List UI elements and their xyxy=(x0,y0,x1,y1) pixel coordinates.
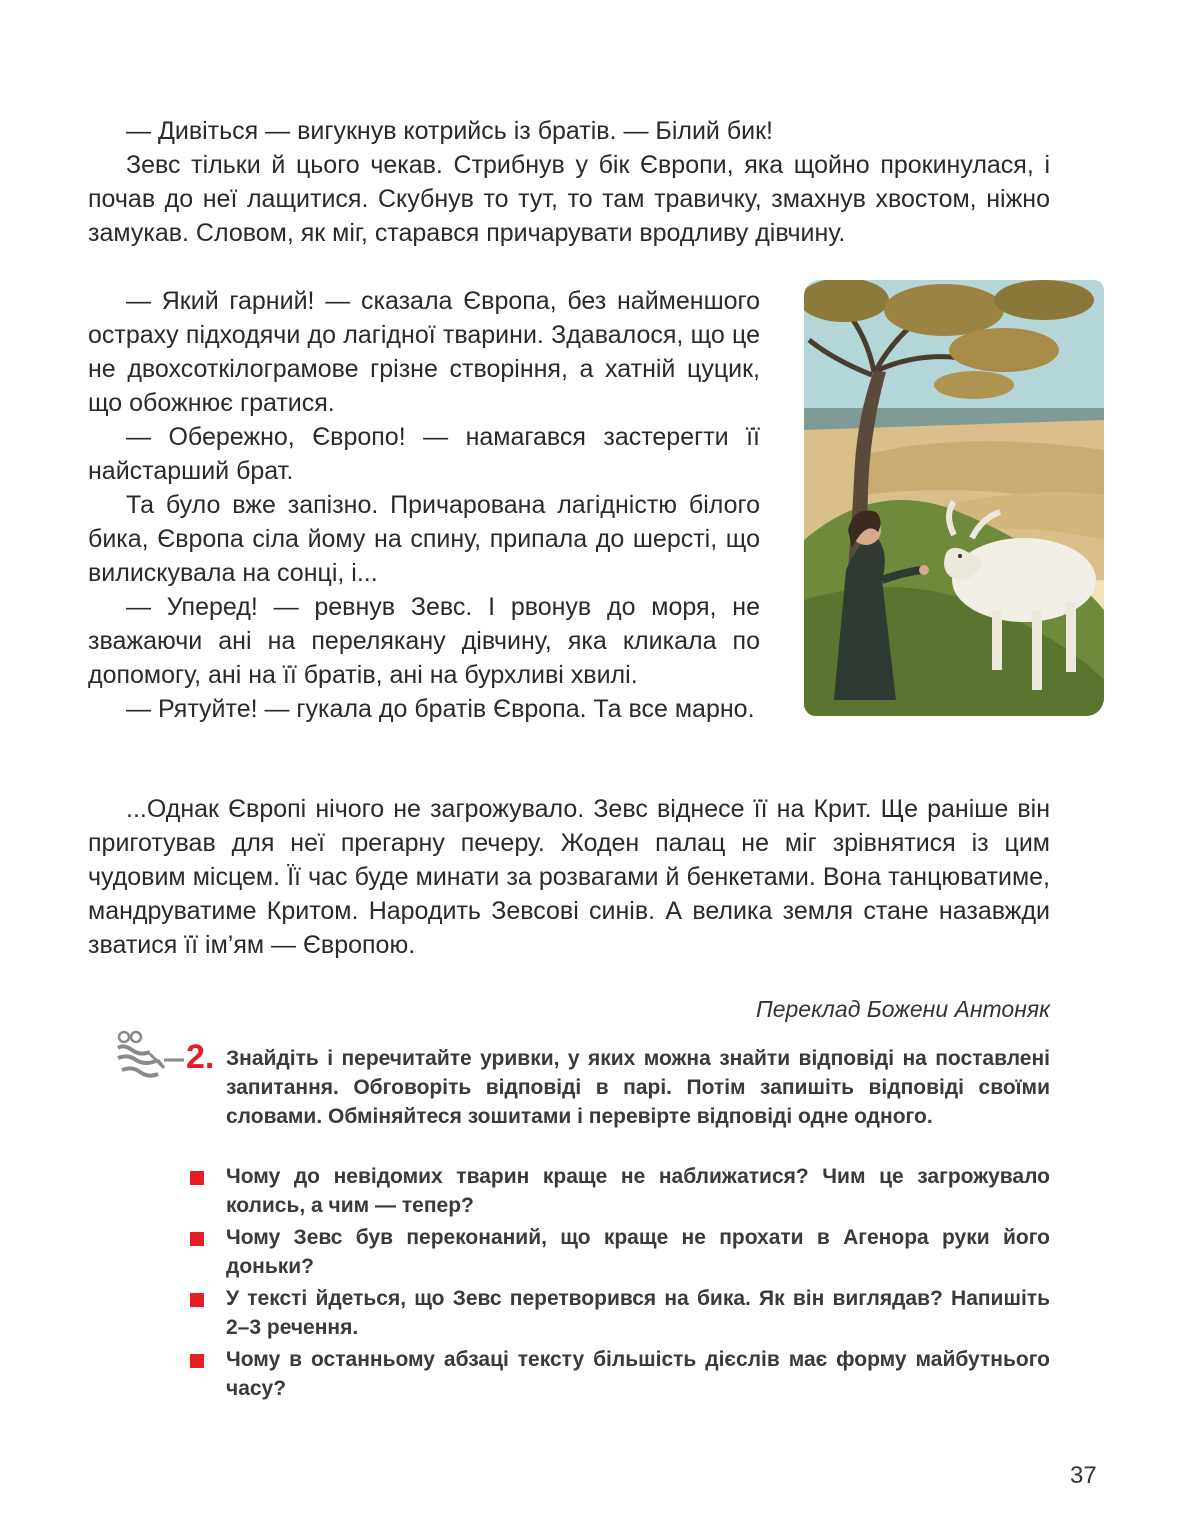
translation-credit: Переклад Божени Антоняк xyxy=(756,996,1050,1022)
story-paragraph: Зевс тільки й цього чекав. Стрибнув у бік Європи, яка щойно прокинулася, і почав до неї лащитися. Скубнув то тут, то там травичку, змахнув хвостом, ніжно замукав. Словом, як міг, старався причарувати вродливу дівчину. xyxy=(88,151,1050,247)
question-text: Чому Зевс був переконаний, що краще не прохати в Агенора руки його доньки? xyxy=(226,1226,1050,1278)
story-paragraph: — Уперед! — ревнув Зевс. І рвонув до моря, не зважаючи ані на перелякану дівчину, яка кликала по допомогу, ані на її братів, ані на бурхливі хвилі. xyxy=(88,593,760,689)
story-middle xyxy=(88,284,760,726)
list-item xyxy=(188,1284,1050,1342)
red-square-bullet-icon xyxy=(190,1293,204,1307)
question-text: Чому в останньому абзаці тексту більшість дієслів має форму майбутнього часу? xyxy=(226,1348,1050,1400)
task-number: 2. xyxy=(186,1038,215,1076)
list-item xyxy=(188,1162,1050,1220)
story-paragraph: Та було вже запізно. Причарована лагідністю білого бика, Європа сіла йому на спину, припала до шерсті, що вилискувала на сонці, і... xyxy=(88,491,760,587)
question-list xyxy=(188,1162,1050,1406)
story-paragraph: — Який гарний! — сказала Європа, без найменшого остраху підходячи до лагідної тварини. Здавалося, що це не двохсоткілограмове грізне створіння, а хатній цуцик, що обожнює гратися. xyxy=(88,287,760,417)
story-paragraph: ...Однак Європі нічого не загрожувало. Зевс віднесе її на Крит. Ще раніше він приготував для неї прегарну печеру. Жоден палац не міг зрівнятися із цим чудовим місцем. Її час буде минати за розвагами й бенкетами. Вона танцюватиме, мандруватиме Критом. Народить Зевсові синів. А велика земля стане назавжди зватися її ім’ям — Європою. xyxy=(88,795,1050,959)
red-square-bullet-icon xyxy=(190,1354,204,1368)
page-number: 37 xyxy=(1070,1462,1097,1489)
story-bottom xyxy=(88,792,1050,962)
list-item xyxy=(188,1223,1050,1281)
story-paragraph: — Рятуйте! — гукала до братів Європа. Та все марно. xyxy=(126,695,755,723)
story-top xyxy=(88,114,1050,250)
question-text: Чому до невідомих тварин краще не наближатися? Чим це загрожувало колись, а чим — тепер? xyxy=(226,1165,1050,1217)
pair-work-icon xyxy=(114,1030,186,1092)
list-item xyxy=(188,1345,1050,1403)
story-paragraph: — Дивіться — вигукнув котрийсь із братів. — Білий бик! xyxy=(126,117,773,145)
red-square-bullet-icon xyxy=(190,1232,204,1246)
question-text: У тексті йдеться, що Зевс перетворився на бика. Як він виглядав? Напишіть 2–3 речення. xyxy=(226,1287,1050,1339)
story-paragraph: — Обережно, Європо! — намагався застерегти її найстарший брат. xyxy=(88,423,760,485)
europa-and-bull-illustration xyxy=(804,280,1104,716)
task-instruction: Знайдіть і перечитайте уривки, у яких можна знайти відповіді на поставлені запитання. Обговоріть відповіді в парі. Потім запишіть відповіді своїми словами. Обміняйтеся зошитами і перевірте відповіді одне одного. xyxy=(226,1047,1050,1128)
red-square-bullet-icon xyxy=(190,1171,204,1185)
